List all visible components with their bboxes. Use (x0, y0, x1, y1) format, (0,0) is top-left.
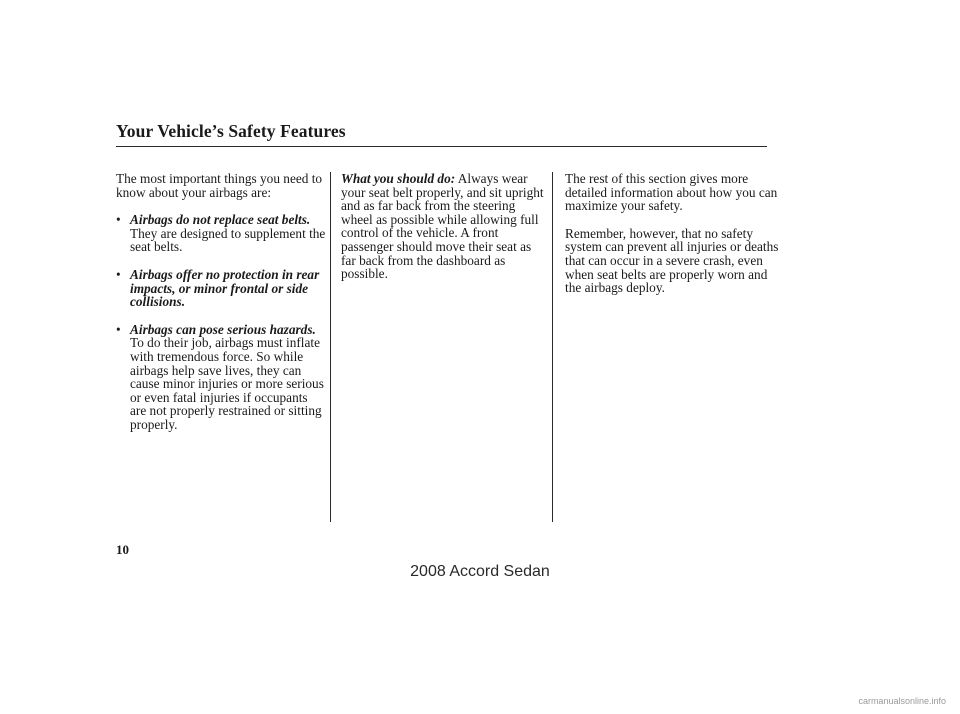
page-number: 10 (116, 542, 129, 557)
header-rule (116, 146, 767, 147)
column-divider-1 (330, 172, 331, 522)
bullet-dot-icon: • (116, 266, 121, 282)
column-3 (565, 172, 780, 295)
footer-model-name: 2008 Accord Sedan (410, 563, 550, 580)
bullet-item (116, 323, 326, 432)
page-title: Your Vehicle’s Safety Features (116, 121, 346, 141)
column-1 (116, 172, 326, 432)
bullet-body: To do their job, airbags must inflate with tremendous force. So while airbags help save lives, they can cause minor injuries or more serious or even fatal injuries if occupants are not properly restrained or sitting properly. (130, 335, 324, 432)
bullet-heading: Airbags can pose serious hazards. (130, 321, 316, 337)
watermark: carmanualsonline.info (858, 696, 946, 706)
column-divider-2 (552, 172, 553, 522)
bullet-heading: Airbags offer no protection in rear impacts, or minor frontal or side collisions. (130, 266, 320, 310)
paragraph-rest-of-section: The rest of this section gives more detailed information about how you can maximize your safety. (565, 171, 778, 214)
intro-text: The most important things you need to know about your airbags are: (116, 171, 323, 200)
what-to-do-heading: What you should do: (341, 171, 456, 186)
bullet-item (116, 268, 326, 309)
bullet-heading: Airbags do not replace seat belts. (130, 212, 311, 228)
what-to-do-paragraph (341, 172, 546, 281)
paragraph-remember: Remember, however, that no safety system can prevent all injuries or deaths that can occur in a severe crash, even when seat belts are properly worn and the airbags deploy. (565, 225, 779, 296)
bullet-dot-icon: • (116, 212, 121, 228)
column-2 (341, 172, 546, 281)
bullet-body: They are designed to supplement the seat belts. (130, 225, 326, 255)
what-to-do-body: Always wear your seat belt properly, and sit upright and as far back from the steering wheel as possible while allowing full control of the vehicle. A front passenger should move their seat as far back from the dashboard as possible. (341, 171, 544, 282)
bullet-item (116, 213, 326, 254)
bullet-dot-icon: • (116, 321, 121, 337)
